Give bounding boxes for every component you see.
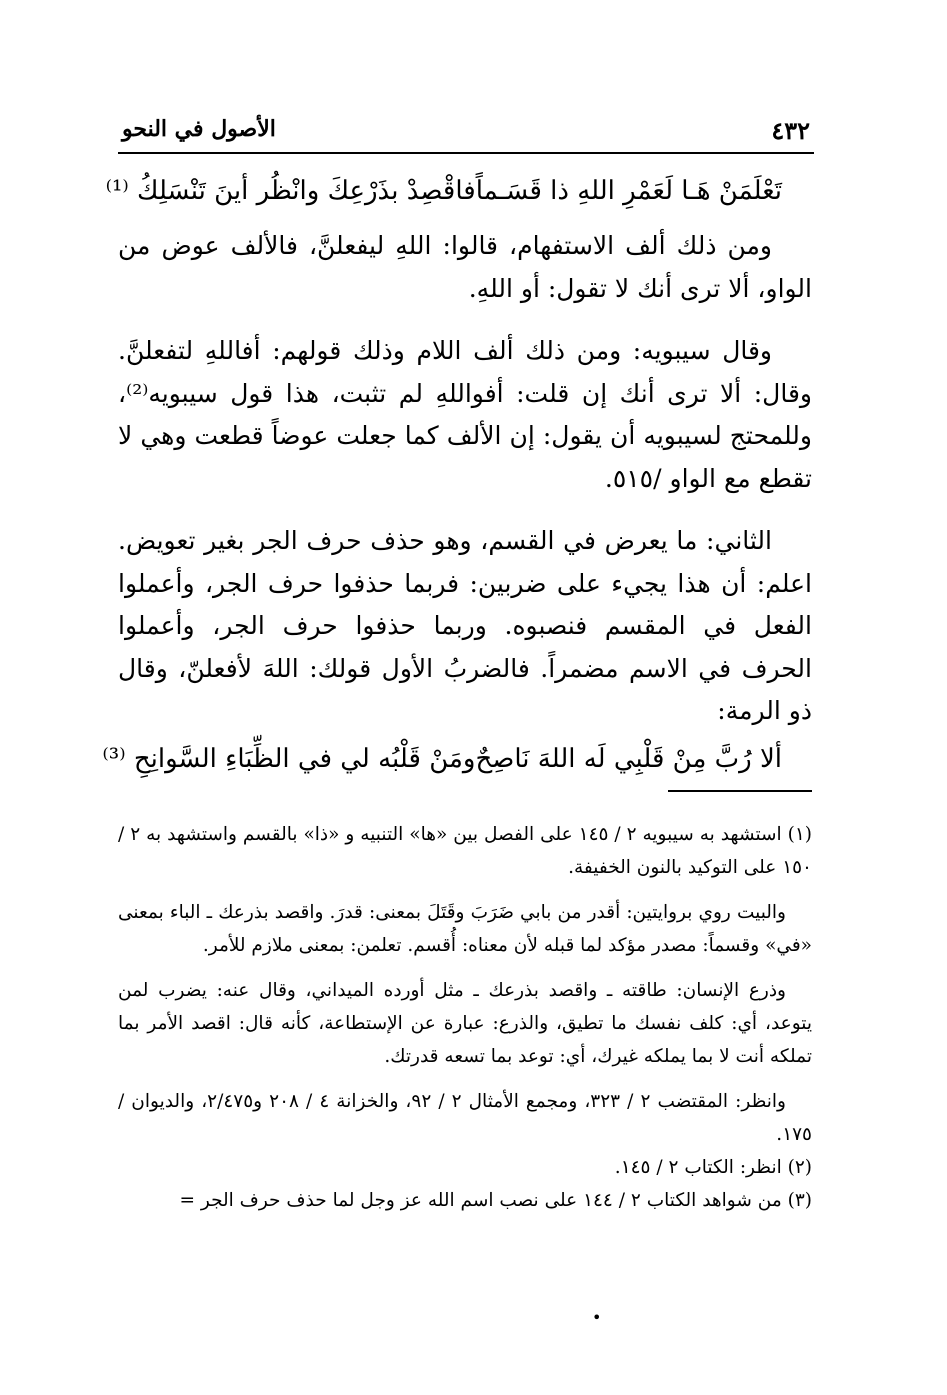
footnote-1-note-a: والبيت روي بروايتين: أقدر من بابي ضَرَبَ وقَتَلَ بمعنى: قدرَ. واقصد بذرعك ـ الباء بمعنى «في» وقسماً: مصدر مؤكد لما قبله لأن معناه: أُقسم. تعلمن: بمعنى ملازم للأمر.: [118, 902, 812, 956]
footnote-1-note-b: وذرع الإنسان: طاقته ـ واقصد بذرعك ـ مثل أورده الميداني، وقال عنه: يضرب لمن يتوعد، أي: كلف نفسك ما تطيق، والذرع: عبارة عن الإستطاعة، كأنه قال: اقصد الأمر بما تملكه أنت لا بما يملكه غيرك، أي: توعد بما تسعه قدرتك.: [118, 980, 812, 1067]
page-number: ٤٣٢: [771, 116, 810, 145]
footnote-1-note-c: وانظر: المقتضب ٢ / ٣٢٣، ومجمع الأمثال ٢ / ٩٢، والخزانة ٤ / ٢٠٨ و٢/٤٧٥، والديوان / ١٧٥.: [118, 1091, 812, 1145]
paragraph-1: ومن ذلك ألف الاستفهام، قالوا: اللهِ ليفعلنَّ، فالألف عوض من الواو، ألا ترى أنك لا تقول: أو اللهِ.: [118, 231, 812, 303]
paragraph-3: الثاني: ما يعرض في القسم، وهو حذف حرف الجر بغير تعويض. اعلم: أن هذا يجيء على ضربين: فربما حذفوا حرف الجر، وأعملوا الفعل في المقسم فنصبوه. وربما حذفوا حرف الجر، وأعملوا الحرف في الاسم مضمراً. فالضربُ الأول قولك: اللهَ لأفعلنّ، وقال ذو الرمة:: [118, 526, 812, 725]
page-header: [118, 112, 814, 154]
footnote-1: (١) استشهد به سيبويه ٢ / ١٤٥ على الفصل بين «ها» التنبيه و «ذا» بالقسم واستشهد به ٢ / ١٥٠ على التوكيد بالنون الخفيفة.: [118, 824, 812, 878]
verse-2-right-hemistich: ألا رُبَّ مِنْ قَلْبِي لَه اللهَ نَاصِحٌ: [475, 743, 782, 774]
footnote-3: (٣) من شواهد الكتاب ٢ / ١٤٤ على نصب اسم الله عز وجل لما حذف حرف الجر =: [179, 1190, 812, 1211]
main-text: [102, 165, 812, 785]
verse-2-left-hemistich: ومَنْ قَلْبُه لي في الظِّبَاءِ السَّوانِحِ ⁽³⁾: [102, 743, 476, 774]
running-title: الأصول في النحو: [122, 116, 276, 142]
verse-2: [102, 733, 812, 785]
verse-1-left-hemistich: فاقْصِدْ بذَرْعِكَ وانْظُر أينَ تَنْسَلِكُ ⁽¹⁾: [105, 176, 476, 206]
footnote-2: (٢) انظر: الكتاب ٢ / ١٤٥.: [614, 1157, 812, 1178]
footnote-separator: [668, 790, 812, 792]
footnotes: [118, 818, 812, 1217]
verse-1-right-hemistich: تَعْلَمَنْ هَـا لَعَمْرِ اللهِ ذا قَسَـماً: [475, 176, 782, 206]
verse-1: [105, 165, 812, 217]
footer-mark: •: [592, 1308, 602, 1327]
paragraph-2: وقال سيبويه: ومن ذلك ألف اللام وذلك قولهم: أفاللهِ لتفعلنَّ. وقال: ألا ترى أنك إن قلت: أفواللهِ لم تثبت، هذا قول سيبويه⁽²⁾، وللمحتج لسيبويه أن يقول: إن الألف كما جعلت عوضاً قطعت وهي لا تقطع مع الواو /٥١٥.: [118, 336, 812, 493]
